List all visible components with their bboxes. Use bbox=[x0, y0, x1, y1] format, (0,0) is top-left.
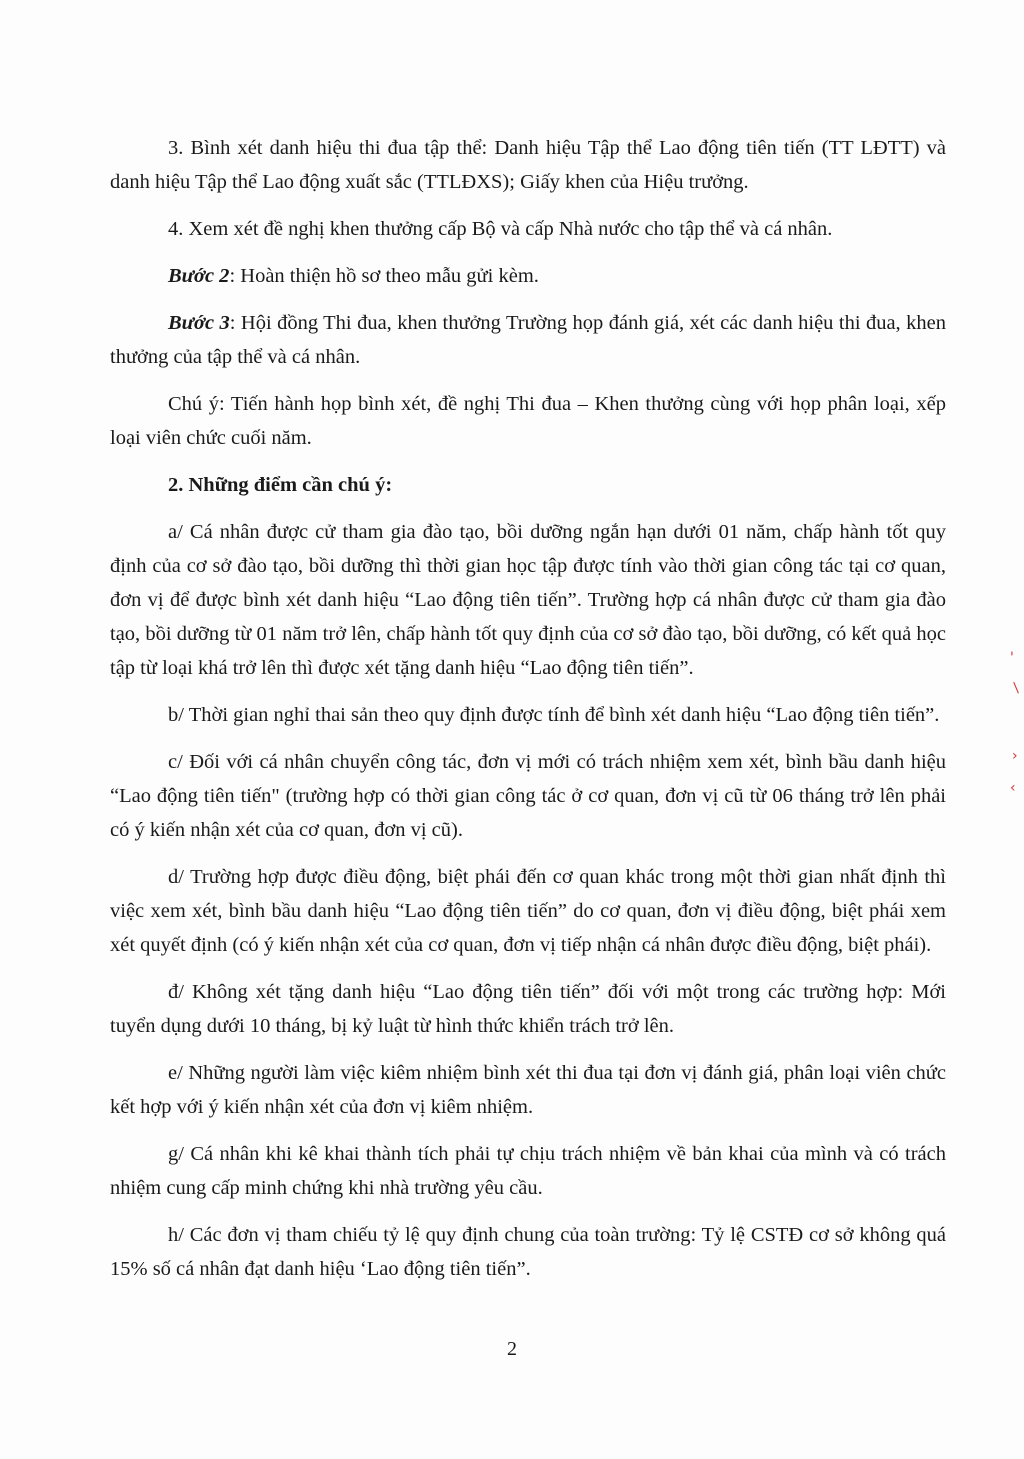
step-2-label: Bước 2 bbox=[168, 265, 230, 287]
margin-mark-icon: ' bbox=[1010, 650, 1014, 666]
step-3-label: Bước 3 bbox=[168, 312, 230, 334]
paragraph-item-4: 4. Xem xét đề nghị khen thưởng cấp Bộ và cấp Nhà nước cho tập thể và cá nhân. bbox=[168, 218, 833, 240]
paragraph-item-3: 3. Bình xét danh hiệu thi đua tập thể: Danh hiệu Tập thể Lao động tiên tiến (TT LĐTT) và danh hiệu Tập thể Lao động xuất sắc (TTLĐXS); Giấy khen của Hiệu trưởng. bbox=[110, 137, 946, 193]
paragraph-item-h: h/ Các đơn vị tham chiếu tỷ lệ quy định chung của toàn trường: Tỷ lệ CSTĐ cơ sở không quá 15% số cá nhân đạt danh hiệu ‘Lao động tiên tiến”. bbox=[110, 1224, 946, 1280]
paragraph-note: Chú ý: Tiến hành họp bình xét, đề nghị Thi đua – Khen thưởng cùng với họp phân loại, xếp loại viên chức cuối năm. bbox=[110, 393, 946, 449]
margin-mark-icon: ‹ bbox=[1010, 780, 1016, 796]
margin-mark-icon: / bbox=[1009, 680, 1024, 696]
margin-mark-icon: › bbox=[1012, 748, 1018, 764]
paragraph-item-b: b/ Thời gian nghỉ thai sản theo quy định được tính để bình xét danh hiệu “Lao động tiên tiến”. bbox=[168, 704, 940, 726]
paragraph-item-c: c/ Đối với cá nhân chuyển công tác, đơn vị mới có trách nhiệm xem xét, bình bầu danh hiệu “Lao động tiên tiến" (trường hợp có thời gian công tác ở cơ quan, đơn vị cũ từ 06 tháng trở lên phải có ý kiến nhận xét của cơ quan, đơn vị cũ). bbox=[110, 751, 946, 841]
document-body bbox=[110, 131, 946, 1299]
paragraph-item-e: e/ Những người làm việc kiêm nhiệm bình xét thi đua tại đơn vị đánh giá, phân loại viên chức kết hợp với ý kiến nhận xét của đơn vị kiêm nhiệm. bbox=[110, 1062, 946, 1118]
paragraph-step-3: Bước 3: Hội đồng Thi đua, khen thưởng Trường họp đánh giá, xét các danh hiệu thi đua, khen thưởng của tập thể và cá nhân. bbox=[110, 312, 946, 368]
paragraph-item-dd: đ/ Không xét tặng danh hiệu “Lao động tiên tiến” đối với một trong các trường hợp: Mới tuyển dụng dưới 10 tháng, bị kỷ luật từ hình thức khiển trách trở lên. bbox=[110, 981, 946, 1037]
page-number: 2 bbox=[507, 1338, 517, 1360]
paragraph-item-d: d/ Trường hợp được điều động, biệt phái đến cơ quan khác trong một thời gian nhất định thì việc xem xét, bình bầu danh hiệu “Lao động tiên tiến” do cơ quan, đơn vị điều động, biệt phái xem xét quyết định (có ý kiến nhận xét của cơ quan, đơn vị tiếp nhận cá nhân được điều động, biệt phái). bbox=[110, 866, 946, 956]
paragraph-step-2: Bước 2: Hoàn thiện hồ sơ theo mẫu gửi kèm. bbox=[168, 265, 539, 287]
section-heading: 2. Những điểm cần chú ý: bbox=[168, 474, 393, 496]
paragraph-item-a: a/ Cá nhân được cử tham gia đào tạo, bồi dưỡng ngắn hạn dưới 01 năm, chấp hành tốt quy định của cơ sở đào tạo, bồi dưỡng thì thời gian học tập được tính vào thời gian công tác tại cơ quan, đơn vị để được bình xét danh hiệu “Lao động tiên tiến”. Trường hợp cá nhân được cử tham gia đào tạo, bồi dưỡng từ 01 năm trở lên, chấp hành tốt quy định của cơ sở đào tạo, bồi dưỡng, có kết quả học tập từ loại khá trở lên thì được xét tặng danh hiệu “Lao động tiên tiến”. bbox=[110, 521, 946, 679]
paragraph-item-g: g/ Cá nhân khi kê khai thành tích phải tự chịu trách nhiệm về bản khai của mình và có trách nhiệm cung cấp minh chứng khi nhà trường yêu cầu. bbox=[110, 1143, 946, 1199]
